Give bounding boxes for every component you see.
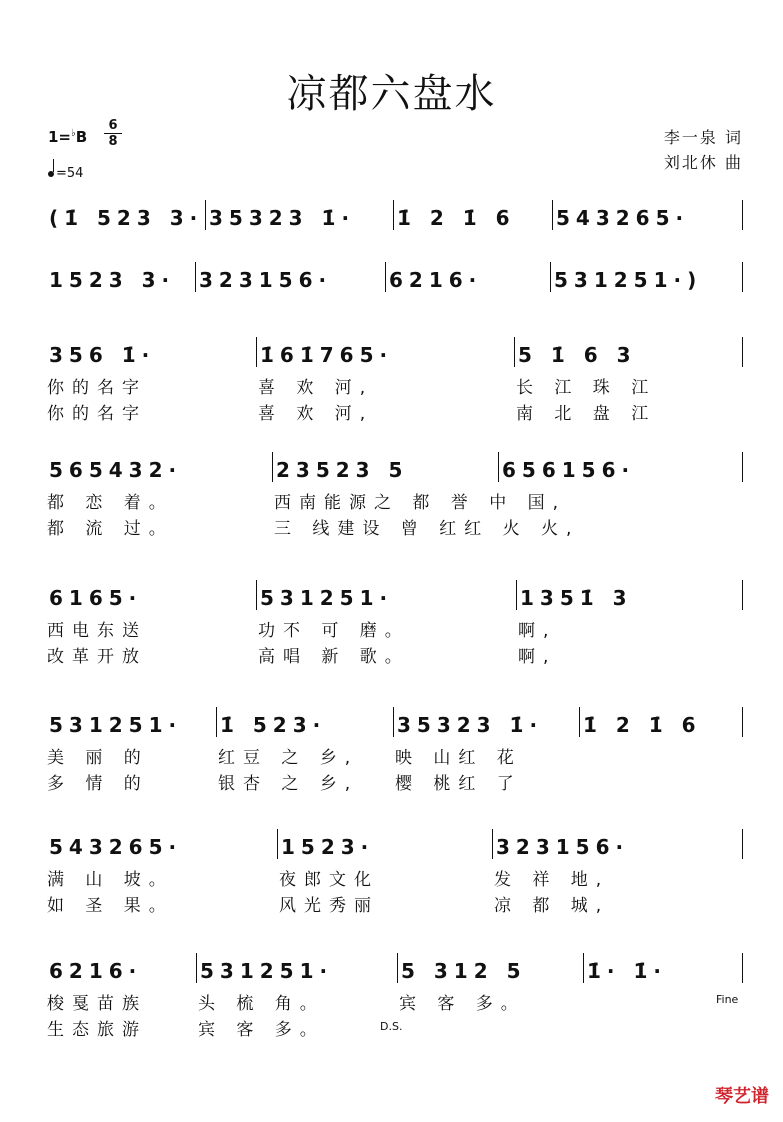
measure-notes: 5 312 5 [401,959,527,983]
bar-line [256,580,257,610]
bar-line [216,707,217,737]
bar-line [516,580,517,610]
bar-line [272,452,273,482]
lyric-verse-2: 高唱 新 歌。 [258,647,410,667]
lyric-verse-1: 满 山 坡。 [47,870,174,890]
measure-notes: 6216· [389,268,483,292]
bar-line [498,452,499,482]
measure-notes: 323156· [199,268,333,292]
lyric-verse-1: 都 恋 着。 [47,493,174,513]
lyric-verse-1: 红豆 之 乡, [218,748,359,768]
bar-line [492,829,493,859]
site-logo: 琴艺谱 [715,1086,769,1107]
lyric-verse-2: 你的名字 [47,404,147,424]
lyric-verse-2: 都 流 过。 [47,519,174,539]
lyric-verse-1: 你的名字 [47,378,147,398]
bar-line [742,200,743,230]
measure-notes: 543265· [49,835,183,859]
measure-notes: 6216· [49,959,143,983]
measure-notes: 323156· [496,835,630,859]
measure-notes: 356 1̇· [49,343,156,367]
lyric-verse-1: 西南能源之 都 誉 中 国, [274,493,567,513]
lyric-verse-2: 三 线建设 曾 红红 火 火, [274,519,580,539]
measure-notes: 1̇· 1̇· [587,959,667,983]
lyric-verse-1: 喜 欢 河, [258,378,374,398]
lyric-verse-1: 美 丽 的 [47,748,149,768]
fine-mark: Fine [716,993,739,1006]
lyric-verse-1: 功不 可 磨。 [258,621,410,641]
bar-line [256,337,257,367]
measure-notes: 1̇ 523· [220,713,327,737]
lyric-verse-2: 啊, [518,647,557,667]
time-signature: 6 8 [104,118,122,149]
lyric-verse-2: 宾 客 多。 [198,1020,325,1040]
measure-notes: 35323 1̇· [209,206,356,230]
measure-notes: 565432· [49,458,183,482]
lyric-verse-1: 啊, [518,621,557,641]
page-title: 凉都六盘水 [286,71,497,117]
bar-line [393,707,394,737]
lyric-verse-1: 西电东送 [47,621,147,641]
tempo-mark: =54 [48,166,83,181]
lyric-verse-2: 生态旅游 [47,1020,147,1040]
measure-notes: 1523 3· [49,268,176,292]
measure-notes: 23523 5 [276,458,409,482]
measure-notes: 531251· [49,713,183,737]
measure-notes: 1̇ 2 1̇ 6 [583,713,702,737]
lyric-verse-1: 梭戛苗族 [47,994,147,1014]
bar-line [393,200,394,230]
measure-notes: 1̇61̇765· [260,343,394,367]
lyric-verse-1: 发 祥 地, [494,870,610,890]
bar-line [196,953,197,983]
composer-credit: 刘北休 曲 [663,153,743,172]
lyric-verse-2: 凉 都 城, [494,896,610,916]
quarter-note-icon [48,171,54,177]
lyric-verse-2: 风光秀丽 [279,896,379,916]
bar-line [742,829,743,859]
lyricist-credit: 李一泉 词 [663,128,743,147]
bar-line [742,262,743,292]
measure-notes: 5 1̇ 6 3 [518,343,637,367]
ds-mark: D.S. [380,1020,403,1033]
lyric-verse-2: 改革开放 [47,647,147,667]
bar-line [385,262,386,292]
bar-line [742,707,743,737]
bar-line [579,707,580,737]
lyric-verse-2: 樱 桃红 了 [395,774,522,794]
measure-notes: 531251· [260,586,394,610]
bar-line [514,337,515,367]
bar-line [742,452,743,482]
lyric-verse-2: 银杏 之 乡, [218,774,359,794]
bar-line [742,337,743,367]
bar-line [583,953,584,983]
key-signature: 1=♭B [48,128,88,146]
bar-line [550,262,551,292]
lyric-verse-1: 夜郎文化 [279,870,379,890]
measure-notes: 6165· [49,586,143,610]
measure-notes: 35323 1̇· [397,713,544,737]
measure-notes: 1̇ 2 1̇ 6 [397,206,516,230]
lyric-verse-2: 如 圣 果。 [47,896,174,916]
measure-notes: 1523· [281,835,375,859]
lyric-verse-2: 喜 欢 河, [258,404,374,424]
measure-notes: 1351̇ 3 [520,586,633,610]
bar-line [277,829,278,859]
lyric-verse-1: 头 梳 角。 [198,994,325,1014]
bar-line [742,953,743,983]
measure-notes: 543265· [556,206,690,230]
lyric-verse-1: 映 山红 花 [395,748,522,768]
measure-notes: 531251· [200,959,334,983]
lyric-verse-1: 宾 客 多。 [399,994,526,1014]
bar-line [195,262,196,292]
measure-notes: (1̇ 523 3· [49,206,204,230]
measure-notes: 531251·) [554,268,703,292]
lyric-verse-1: 长 江 珠 江 [516,378,657,398]
lyric-verse-2: 多 情 的 [47,774,149,794]
bar-line [742,580,743,610]
bar-line [552,200,553,230]
lyric-verse-2: 南 北 盘 江 [516,404,657,424]
bar-line [397,953,398,983]
measure-notes: 656156· [502,458,636,482]
bar-line [205,200,206,230]
